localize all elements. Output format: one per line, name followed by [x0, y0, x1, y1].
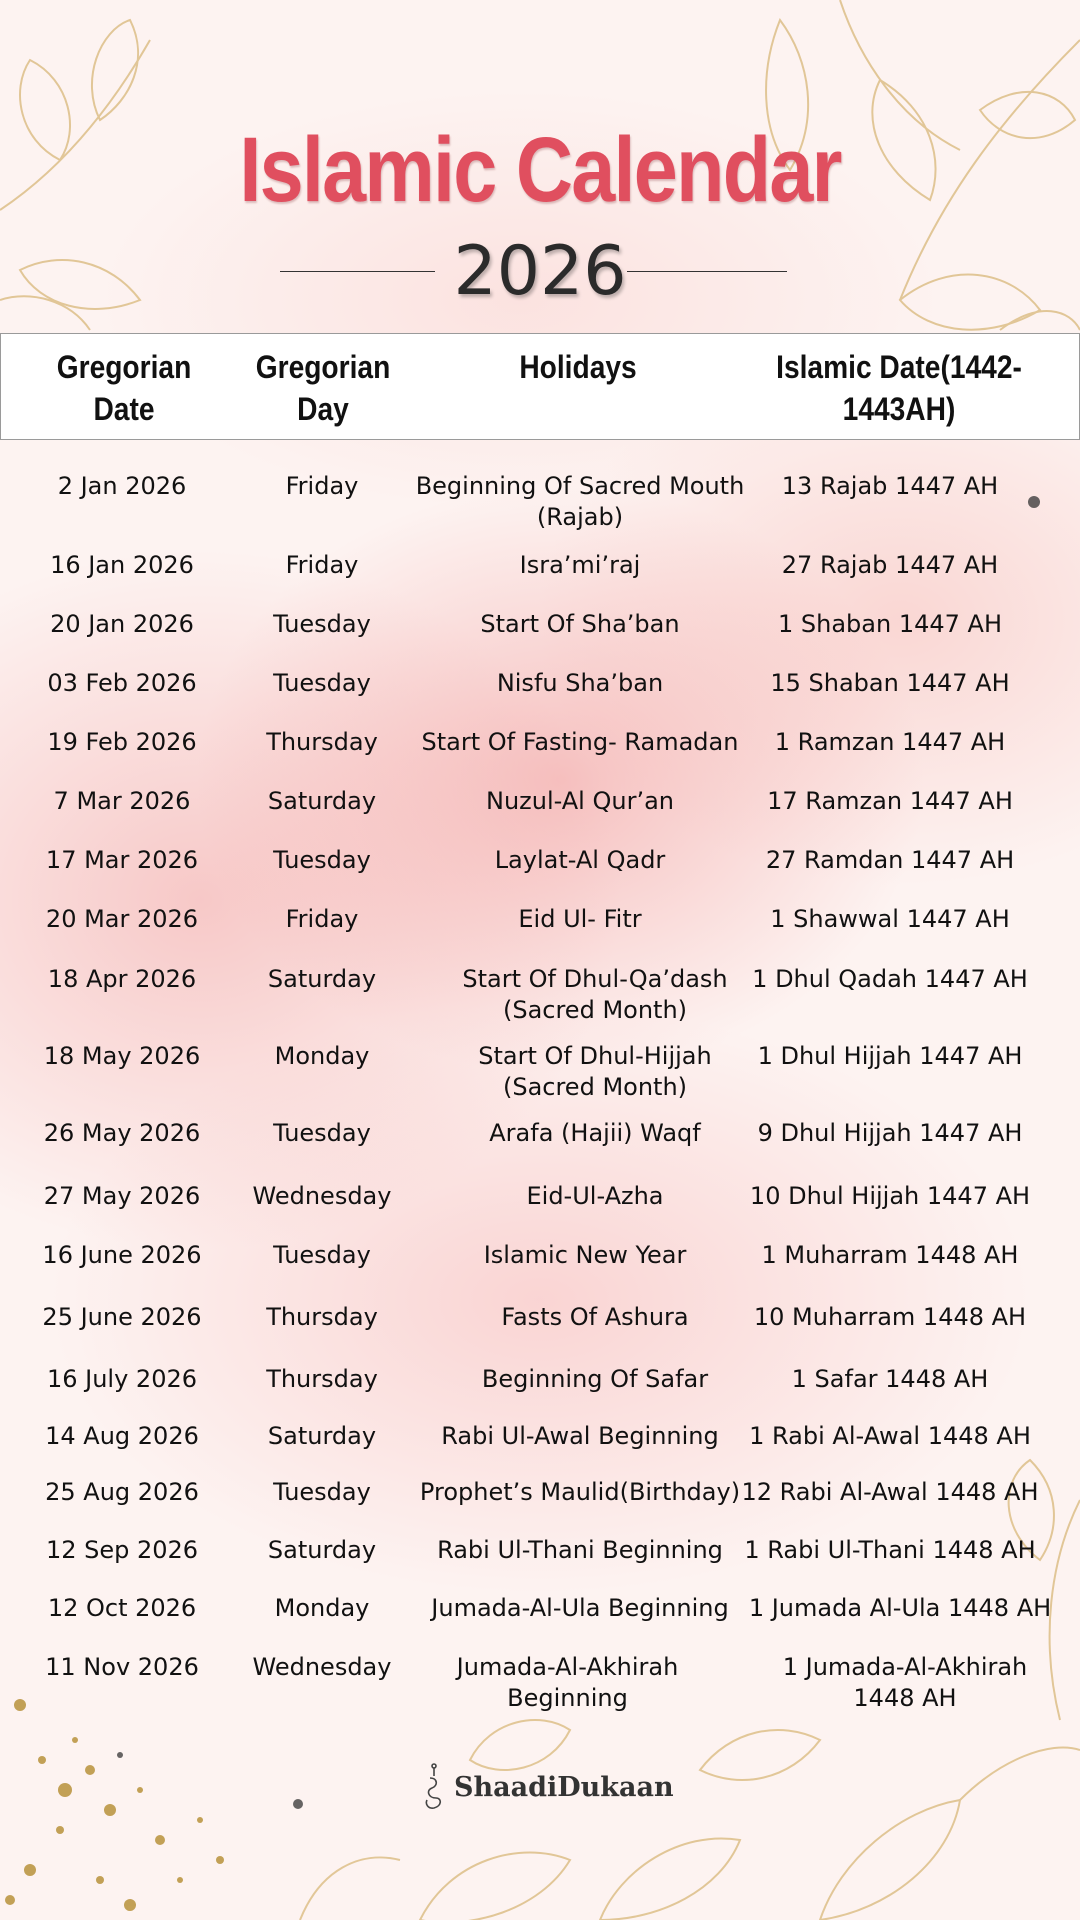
gregorian-day-cell: Friday — [285, 472, 359, 500]
page-title: Islamic Calendar — [239, 119, 841, 221]
gregorian-day-cell: Tuesday — [273, 610, 371, 638]
holiday-cell: Beginning Of Sacred Mouth (Rajab) — [415, 472, 745, 531]
brand-logo — [420, 1762, 680, 1812]
gregorian-day-cell: Wednesday — [252, 1653, 392, 1681]
holiday-cell: Start Of Dhul-Hijjah (Sacred Month) — [478, 1042, 712, 1101]
gregorian-day-cell: Tuesday — [273, 846, 371, 874]
islamic-date-cell: 1 Shawwal 1447 AH — [770, 905, 1010, 933]
gregorian-date-cell: 14 Aug 2026 — [45, 1422, 199, 1450]
holiday-cell: Nisfu Sha’ban — [496, 669, 664, 697]
islamic-date-cell: 1 Rabi Ul-Thani 1448 AH — [744, 1536, 1036, 1564]
gregorian-day-cell: Wednesday — [252, 1182, 392, 1210]
holiday-cell: Fasts Of Ashura — [501, 1303, 689, 1331]
gregorian-day-cell: Tuesday — [273, 1119, 371, 1147]
gregorian-day-cell: Thursday — [266, 728, 378, 756]
gregorian-day-cell: Monday — [274, 1042, 370, 1070]
brand-logo-icon — [420, 1762, 448, 1812]
gregorian-date-cell: 17 Mar 2026 — [45, 846, 199, 874]
gregorian-day-cell: Tuesday — [273, 1241, 371, 1269]
gregorian-date-cell: 19 Feb 2026 — [47, 728, 197, 756]
gregorian-date-cell: 18 Apr 2026 — [47, 965, 197, 993]
gregorian-date-cell: 16 July 2026 — [46, 1365, 198, 1393]
holiday-cell: Islamic New Year — [483, 1241, 687, 1269]
header-gregorian-day: Gregorian Day — [255, 349, 391, 427]
year-label: 2026 — [453, 232, 627, 311]
gregorian-date-cell: 11 Nov 2026 — [45, 1653, 199, 1681]
islamic-date-cell: 1 Dhul Hijjah 1447 AH — [757, 1042, 1023, 1070]
islamic-date-cell: 1 Jumada-Al-Akhirah 1448 AH — [782, 1653, 1028, 1712]
gregorian-date-cell: 20 Jan 2026 — [50, 610, 194, 638]
gregorian-day-cell: Friday — [285, 551, 359, 579]
holiday-cell: Rabi Ul-Thani Beginning — [437, 1536, 723, 1564]
brand-name: ShaadiDukaan — [454, 1771, 674, 1803]
gregorian-day-cell: Saturday — [267, 1536, 377, 1564]
holiday-cell: Arafa (Hajii) Waqf — [489, 1119, 701, 1147]
holiday-cell: Eid Ul- Fitr — [518, 905, 642, 933]
gregorian-day-cell: Thursday — [266, 1303, 378, 1331]
islamic-date-cell: 10 Dhul Hijjah 1447 AH — [749, 1182, 1031, 1210]
gregorian-date-cell: 16 June 2026 — [42, 1241, 202, 1269]
gregorian-date-cell: 18 May 2026 — [43, 1042, 201, 1070]
gregorian-date-cell: 27 May 2026 — [43, 1182, 201, 1210]
gregorian-date-cell: 03 Feb 2026 — [47, 669, 197, 697]
gregorian-day-cell: Thursday — [266, 1365, 378, 1393]
islamic-date-cell: 1 Ramzan 1447 AH — [774, 728, 1006, 756]
gregorian-day-cell: Saturday — [267, 787, 377, 815]
holiday-cell: Beginning Of Safar — [481, 1365, 709, 1393]
holiday-cell: Start Of Fasting- Ramadan — [421, 728, 739, 756]
gregorian-date-cell: 2 Jan 2026 — [57, 472, 187, 500]
holiday-cell: Eid-Ul-Azha — [526, 1182, 664, 1210]
gregorian-day-cell: Saturday — [267, 965, 377, 993]
header-holidays: Holidays — [519, 349, 637, 385]
gregorian-date-cell: 7 Mar 2026 — [53, 787, 191, 815]
gregorian-day-cell: Tuesday — [273, 669, 371, 697]
gregorian-day-cell: Friday — [285, 905, 359, 933]
islamic-date-cell: 12 Rabi Al-Awal 1448 AH — [741, 1478, 1039, 1506]
gregorian-date-cell: 26 May 2026 — [43, 1119, 201, 1147]
gregorian-date-cell: 25 June 2026 — [42, 1303, 202, 1331]
holiday-cell: Start Of Sha’ban — [480, 610, 680, 638]
gregorian-date-cell: 16 Jan 2026 — [50, 551, 194, 579]
holiday-cell: Prophet’s Maulid(Birthday) — [419, 1478, 741, 1506]
gregorian-day-cell: Monday — [274, 1594, 370, 1622]
islamic-date-cell: 1 Safar 1448 AH — [791, 1365, 989, 1393]
islamic-date-cell: 1 Muharram 1448 AH — [761, 1241, 1019, 1269]
gregorian-date-cell: 25 Aug 2026 — [45, 1478, 199, 1506]
islamic-date-cell: 1 Dhul Qadah 1447 AH — [752, 965, 1028, 993]
holiday-cell: Jumada-Al-Akhirah Beginning — [456, 1653, 679, 1712]
islamic-date-cell: 1 Jumada Al-Ula 1448 AH — [748, 1594, 1052, 1622]
gregorian-day-cell: Saturday — [267, 1422, 377, 1450]
islamic-date-cell: 27 Ramdan 1447 AH — [765, 846, 1015, 874]
table-header — [0, 333, 1080, 440]
gregorian-date-cell: 12 Oct 2026 — [47, 1594, 197, 1622]
divider-right — [627, 271, 787, 272]
holiday-cell: Jumada-Al-Ula Beginning — [431, 1594, 729, 1622]
islamic-date-cell: 10 Muharram 1448 AH — [753, 1303, 1027, 1331]
gregorian-date-cell: 12 Sep 2026 — [45, 1536, 199, 1564]
islamic-date-cell: 13 Rajab 1447 AH — [781, 472, 999, 500]
holiday-cell: Laylat-Al Qadr — [494, 846, 666, 874]
gregorian-day-cell: Tuesday — [273, 1478, 371, 1506]
holiday-cell: Nuzul-Al Qur’an — [485, 787, 674, 815]
islamic-date-cell: 17 Ramzan 1447 AH — [767, 787, 1013, 815]
header-gregorian-date: Gregorian Date — [56, 349, 192, 427]
holiday-cell: Rabi Ul-Awal Beginning — [441, 1422, 719, 1450]
gregorian-date-cell: 20 Mar 2026 — [45, 905, 199, 933]
islamic-date-cell: 15 Shaban 1447 AH — [770, 669, 1010, 697]
islamic-date-cell: 27 Rajab 1447 AH — [781, 551, 999, 579]
holiday-cell: Isra’mi’raj — [519, 551, 641, 579]
header-islamic-date: Islamic Date(1442-1443AH) — [776, 349, 1022, 427]
holiday-cell: Start Of Dhul-Qa’dash (Sacred Month) — [462, 965, 728, 1024]
islamic-date-cell: 9 Dhul Hijjah 1447 AH — [757, 1119, 1023, 1147]
islamic-date-cell: 1 Rabi Al-Awal 1448 AH — [749, 1422, 1031, 1450]
islamic-date-cell: 1 Shaban 1447 AH — [777, 610, 1002, 638]
